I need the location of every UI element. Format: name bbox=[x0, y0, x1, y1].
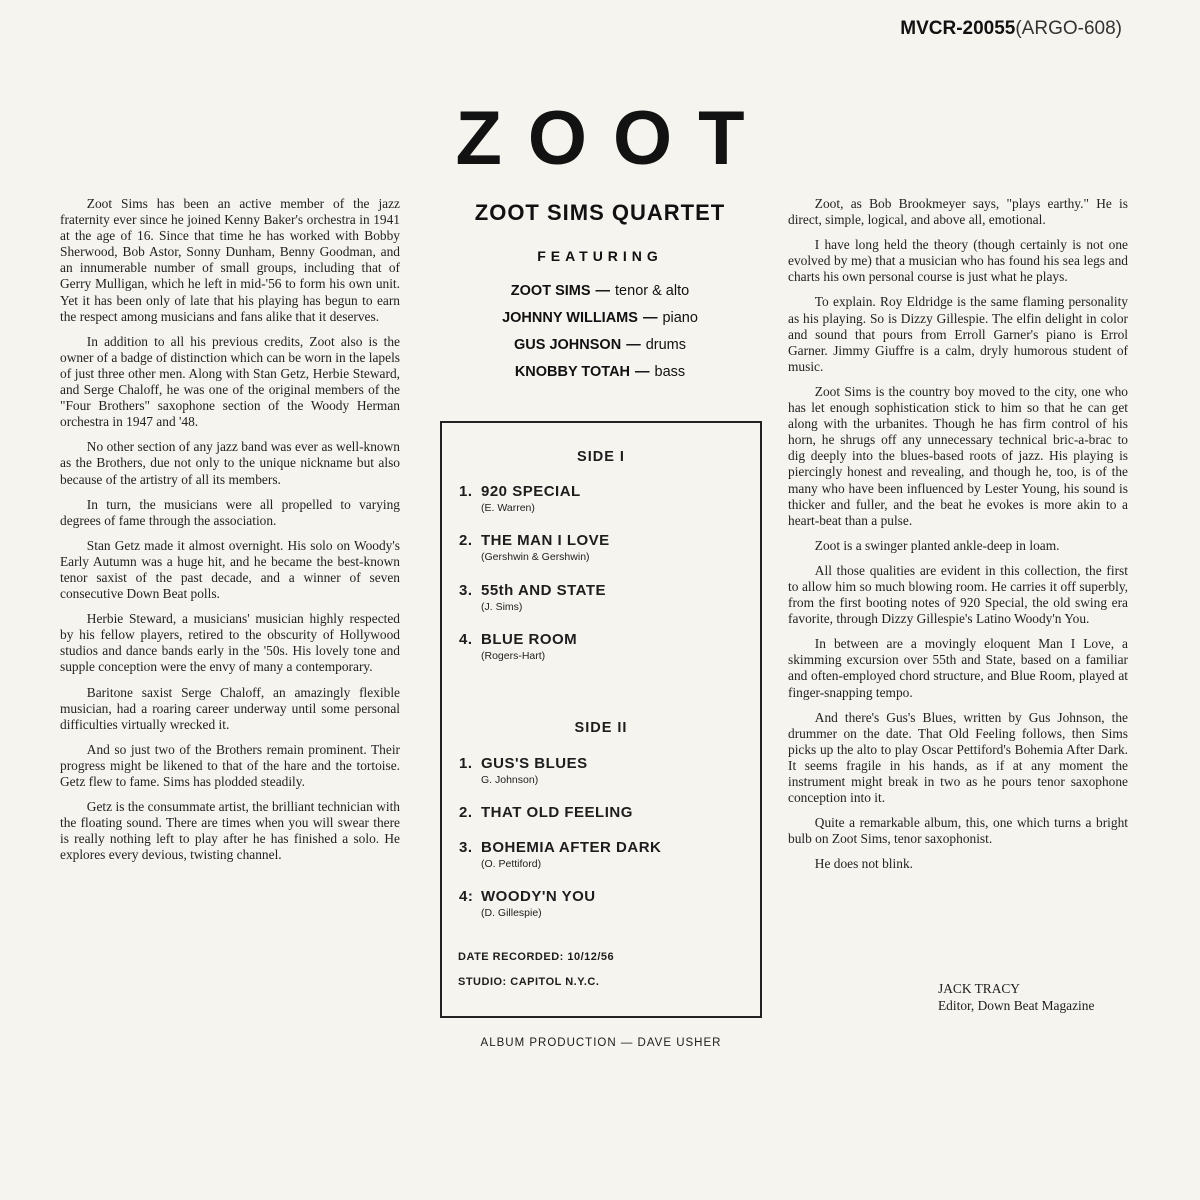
liner-paragraph: Zoot Sims is the country boy moved to the city, one who has let enough sophistication stick to him so that he can get along with the urbanites. Though he has firm control of his horn, he shrugs off any unnecessary technical bric-a-brac to dig deeply into the blues-based roots of jazz. His playing is piercingly honest and revealing, and though he, too, is of the many who have been influenced by Lester Young, his sound is thicker and fuller, and the beat he evokes is more akin to a heart-beat than a pulse. bbox=[788, 383, 1128, 528]
liner-paragraph: And there's Gus's Blues, written by Gus Johnson, the drummer on the date. That Old Feeling follows, then Sims picks up the alto to play Oscar Pettiford's Bohemia After Dark. It seems fragile in his hands, as if at any moment the instrument might break in two as he pours tenor saxophone conception into it. bbox=[788, 709, 1128, 806]
track-title: GUS'S BLUES bbox=[481, 755, 588, 772]
track-title: WOODY'N YOU bbox=[481, 888, 596, 905]
dash: — bbox=[626, 337, 641, 353]
dash: — bbox=[595, 283, 611, 299]
track-item bbox=[459, 483, 749, 514]
liner-notes-right bbox=[788, 196, 1128, 881]
track-item bbox=[459, 839, 749, 870]
musician-name: JOHNNY WILLIAMS bbox=[502, 310, 638, 326]
liner-paragraph: Zoot, as Bob Brookmeyer says, "plays earthy." He is direct, simple, logical, and above all, emotional. bbox=[788, 196, 1128, 228]
liner-paragraph: Getz is the consummate artist, the brilliant technician with the floating sound. There are times when you will swear there is really nothing left to play after he has finished a solo. He explores every devious, twisting channel. bbox=[60, 799, 400, 863]
side-1-heading: SIDE I bbox=[577, 449, 625, 465]
album-production-credit: ALBUM PRODUCTION — DAVE USHER bbox=[480, 1037, 722, 1049]
track-number: 1. bbox=[459, 483, 473, 500]
liner-paragraph: Baritone saxist Serge Chaloff, an amazingly flexible musician, had a roaring career underway until some personal difficulties virtually wrecked it. bbox=[60, 684, 400, 732]
liner-paragraph: To explain. Roy Eldridge is the same flaming personality as his playing. So is Dizzy Gillespie. The elfin delight in color and sound that pours from Erroll Garner's piano is Errol Garner. Jimmy Giuffre is a calm, dryly humorous student of music. bbox=[788, 294, 1128, 374]
track-number: 3. bbox=[459, 839, 473, 856]
musician-name: GUS JOHNSON bbox=[514, 337, 622, 353]
track-item bbox=[459, 631, 749, 662]
track-composer: (J. Sims) bbox=[481, 601, 523, 613]
liner-paragraph: Zoot Sims has been an active member of the jazz fraternity ever since he joined Kenny Baker's orchestra in 1941 at the age of 16. Since that time he has worked with Bobby Sherwood, Bob Astor, Sonny Dunham, Benny Goodman, and an innumerable number of small groups, including that of Gerry Mulligan, which he left in mid-'56 to form his own unit. Yet it has been only of late that his playing has begun to earn the respect among musicians and fans alike that it deserves. bbox=[60, 196, 400, 324]
track-number: 4. bbox=[459, 631, 473, 648]
liner-paragraph: Quite a remarkable album, this, one which turns a bright bulb on Zoot Sims, tenor saxophonist. bbox=[788, 815, 1128, 847]
liner-paragraph: I have long held the theory (though certainly is not one evolved by me) that a musician who has found his sea legs and charts his own personal course is just what he plays. bbox=[788, 237, 1128, 285]
personnel-list bbox=[430, 278, 770, 386]
track-number: 3. bbox=[459, 582, 473, 599]
instrument: drums bbox=[645, 337, 686, 353]
author-name: JACK TRACY bbox=[938, 981, 1020, 996]
track-composer: (Rogers-Hart) bbox=[481, 650, 546, 662]
side-2-heading: SIDE II bbox=[574, 720, 628, 736]
dash: — bbox=[642, 310, 658, 326]
track-number: 2. bbox=[459, 804, 473, 821]
personnel-entry bbox=[430, 305, 770, 332]
personnel-entry bbox=[430, 278, 770, 305]
track-composer: (D. Gillespie) bbox=[481, 907, 542, 919]
personnel-entry bbox=[430, 359, 770, 386]
author-signature bbox=[938, 980, 1094, 1014]
track-title: BOHEMIA AFTER DARK bbox=[481, 839, 662, 856]
track-number: 1. bbox=[459, 755, 473, 772]
track-composer: G. Johnson) bbox=[481, 774, 539, 786]
track-item bbox=[459, 532, 749, 563]
track-title: BLUE ROOM bbox=[481, 631, 578, 648]
track-item bbox=[459, 804, 749, 821]
instrument: piano bbox=[662, 310, 698, 326]
track-item bbox=[459, 755, 749, 786]
liner-paragraph: And so just two of the Brothers remain prominent. Their progress might be likened to that of the hare and the tortoise. Getz flew to fame. Sims has plodded steadily. bbox=[60, 741, 400, 789]
liner-paragraph: All those qualities are evident in this collection, the first to allow him so much blowing room. He carries it off superbly, from the first booting notes of 920 Special, the old swing era favorite, through Dizzy Gillespie's Latino Woody'n You. bbox=[788, 562, 1128, 627]
track-number: 2. bbox=[459, 532, 473, 549]
musician-name: KNOBBY TOTAH bbox=[514, 364, 631, 380]
author-title: Editor, Down Beat Magazine bbox=[938, 998, 1095, 1013]
liner-paragraph: He does not blink. bbox=[814, 856, 913, 872]
liner-paragraph: Zoot is a swinger planted ankle-deep in loam. bbox=[814, 537, 1060, 553]
track-composer: (Gershwin & Gershwin) bbox=[481, 551, 590, 563]
catalog-number bbox=[900, 18, 1122, 40]
tracklist-box bbox=[440, 421, 762, 1018]
track-title: THAT OLD FEELING bbox=[481, 804, 633, 821]
catalog-id: MVCR-20055 bbox=[900, 18, 1016, 39]
track-composer: (O. Pettiford) bbox=[481, 858, 542, 870]
liner-paragraph: Herbie Steward, a musicians' musician highly respected by his fellow players, retired to the obscurity of Hollywood studios and dance bands early in the '50s. His lovely tone and supple conception were the envy of many a contemporary. bbox=[60, 611, 400, 675]
track-title: THE MAN I LOVE bbox=[481, 532, 610, 549]
instrument: bass bbox=[654, 364, 686, 380]
track-composer: (E. Warren) bbox=[481, 502, 535, 514]
liner-paragraph: No other section of any jazz band was ever as well-known as the Brothers, due not only to the unique nickname but also because of the artistry of all its members. bbox=[60, 439, 400, 487]
dash: — bbox=[635, 364, 650, 380]
liner-paragraph: In between are a movingly eloquent Man I Love, a skimming excursion over 55th and State, based on a familiar and often-employed chord structure, and Blue Room, played at finger-snapping tempo. bbox=[788, 636, 1128, 700]
liner-paragraph: In addition to all his previous credits, Zoot also is the owner of a badge of distinction which can be worn in the lapels of just three other men. Along with Stan Getz, Herbie Steward, and Serge Chaloff, he was one of the original members of the "Four Brothers" saxophone section of the Woody Herman orchestra in 1947 and '48. bbox=[60, 333, 400, 430]
date-recorded: DATE RECORDED: 10/12/56 bbox=[458, 951, 615, 963]
instrument: tenor & alto bbox=[615, 283, 690, 299]
album-title: ZOOT bbox=[455, 96, 771, 181]
credits-block bbox=[430, 200, 770, 386]
track-title: 920 SPECIAL bbox=[481, 483, 581, 500]
track-item bbox=[459, 888, 749, 919]
group-name: ZOOT SIMS QUARTET bbox=[474, 200, 726, 225]
studio: STUDIO: CAPITOL N.Y.C. bbox=[458, 976, 600, 988]
liner-notes-left bbox=[60, 196, 400, 872]
catalog-alt-id: (ARGO-608) bbox=[1015, 18, 1122, 39]
liner-paragraph: In turn, the musicians were all propelled to varying degrees of fame through the association. bbox=[60, 496, 400, 528]
personnel-entry bbox=[430, 332, 770, 359]
track-item bbox=[459, 582, 749, 613]
liner-paragraph: Stan Getz made it almost overnight. His solo on Woody's Early Autumn was a huge hit, and he became the best-known tenor saxist of the past decade, and a winner of seven consecutive Down Beat polls. bbox=[60, 537, 400, 602]
track-title: 55th AND STATE bbox=[481, 582, 607, 599]
musician-name: ZOOT SIMS bbox=[510, 283, 591, 299]
featuring-label: FEATURING bbox=[537, 248, 663, 264]
track-number: 4: bbox=[459, 888, 474, 905]
